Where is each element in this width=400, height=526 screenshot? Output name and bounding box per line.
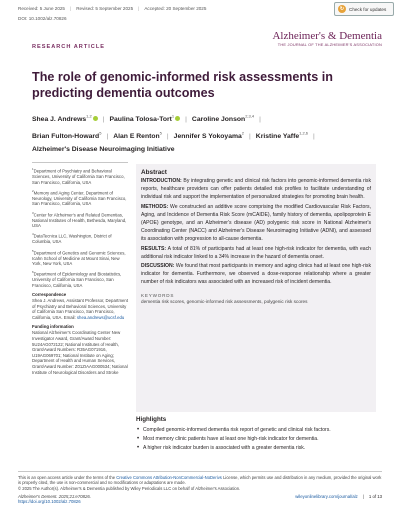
abstract-section-text: We found that most participants in memory and aging clinics had at least one high-risk indicator for dementia. Furthermore, we observed a dose-response relationship where a greater number of risk indicators was associated with an increased risk of incident dementia. (141, 263, 371, 286)
funding-text: National Alzheimer's Coordinating Center New Investigator Award, Grant/Award Number: 5U24AG072122; National Institutes of Health, Grant/Award Numbers: R35AG071916, U19AG069701; National Institute on Aging; Department of Health and Human Services, Grant/Award Number: Z01ZIAAG000534; National Institute of Neurological Disorders and Stroke (32, 330, 128, 375)
affiliation-text: Department of Psychiatry and Behavioral Sciences, University of California San Francisco, San Francisco, California, USA (32, 168, 125, 185)
author-affiliation-sup: 2,3,4 (245, 114, 255, 119)
author-affiliation-sup: 1,2 (86, 114, 92, 119)
author-separator: | (185, 116, 187, 124)
author-affiliation-sup: 2 (241, 130, 245, 136)
affiliation-item (32, 270, 128, 288)
author-name[interactable] (32, 130, 102, 140)
license-post: License, which permits use and distribution in any medium, provided the original work is properly cited, the use is non-commercial and no modifications or adaptations are made. (18, 475, 382, 486)
keywords: dementia risk scores, genomic-informed risk assessments, polygenic risk scores (141, 298, 308, 304)
refresh-icon: ↻ (339, 6, 345, 12)
author-name[interactable] (173, 130, 245, 140)
author-separator: | (102, 116, 105, 124)
copyright-text: © 2025 The Author(s). Alzheimer's & Dementia published by Wiley Periodicals LLC on behalf of Alzheimer's Association. (18, 485, 241, 491)
abstract-section-text: A total of 81% of participants had at least one high-risk indicator for dementia, with each additional risk indicator linked to a 34% increase in the hazard of dementia onset. (141, 245, 372, 260)
author-name[interactable] (109, 116, 180, 123)
funding-heading: Funding information (32, 324, 74, 330)
footer-divider: | (362, 494, 364, 499)
abstract-box (136, 164, 376, 412)
correspondence-email-link[interactable]: shea.andrews@ucsf.edu (76, 315, 125, 321)
page-footer (18, 494, 382, 505)
check-for-updates-label: Check for updates (349, 6, 387, 12)
journal-subtitle: THE JOURNAL OF THE ALZHEIMER'S ASSOCIATION (277, 42, 382, 47)
author-name-text: Alan E Renton (113, 132, 160, 140)
highlights-list (136, 426, 376, 453)
accepted-date: Accepted: 20 September 2025 (144, 6, 207, 11)
author-name-text: Brian Fulton-Howard (32, 132, 100, 140)
affiliation-list (32, 167, 128, 289)
page-number: 1 of 13 (368, 494, 382, 499)
abstract-section-label: DISCUSSION: (141, 263, 175, 270)
meta-divider: | (138, 6, 140, 11)
affiliation-text: Center for Alzheimer's and Related Dementias, National Institutes of Health, Bethesda, Maryland, USA (32, 212, 127, 229)
article-title: The role of genomic-informed risk assessments in predicting dementia outcomes (32, 70, 333, 100)
journal-name: Alzheimer's & Dementia (272, 30, 382, 42)
author-name-text: Kristine Yaffe (255, 132, 300, 140)
highlight-item: • Compiled genomic-informed dementia risk report of genetic and clinical risk factors. (136, 426, 376, 435)
affiliation-item (32, 167, 128, 185)
affiliation-number: 4 (32, 232, 34, 237)
author-name[interactable] (113, 130, 162, 140)
divider (32, 162, 128, 163)
author-name-text: Alzheimer's Disease Neuroimaging Initiative (32, 145, 175, 153)
doi-label: DOI: 10.1002/alz.70826 (18, 16, 67, 21)
abstract-section-label: METHODS: (141, 203, 169, 210)
author-name-text: Caroline Jonson (191, 116, 246, 124)
author-name[interactable] (32, 146, 175, 153)
correspondence-heading: Correspondence (32, 292, 67, 298)
author-name-text: Jennifer S Yokoyama (173, 132, 242, 140)
affiliation-number: 1 (32, 167, 34, 171)
abstract-paragraph (141, 262, 371, 287)
author-separator: | (313, 132, 315, 140)
affiliation-number: 6 (32, 270, 34, 275)
affiliation-text: Department of Genetics and Genomic Sciences, Icahn School of Medicine at Mount Sinai, New York, New York, USA (32, 250, 126, 267)
license-notice (18, 471, 382, 491)
author-separator: | (166, 132, 169, 140)
affiliation-item (32, 211, 128, 229)
affiliation-number: 3 (32, 210, 34, 215)
license-pre: This is an open access article under the terms of the (18, 475, 116, 480)
author-name[interactable] (255, 130, 309, 140)
abstract-section-text: By integrating genetic and clinical risk factors into genomic-informed dementia risk reports, healthcare providers can offer patients detailed risk profiles to facilitate understanding of individual risk and support the implementation of personalized strategies for promoting brain health. (141, 178, 371, 201)
orcid-icon[interactable] (175, 116, 180, 121)
highlight-item: • Most memory clinic patients have at least one high-risk indicator for dementia. (136, 435, 376, 444)
abstract-heading: Abstract (141, 169, 167, 176)
abstract-paragraph (141, 203, 371, 244)
affiliation-text: DataTecnica LLC, Washington, District of Columbia, USA (32, 233, 112, 245)
check-for-updates-button[interactable] (334, 2, 394, 16)
article-type: RESEARCH ARTICLE (32, 44, 105, 50)
orcid-icon[interactable] (93, 116, 98, 121)
received-date: Received: 5 June 2025 (18, 6, 65, 11)
journal-reference: Alzheimer's Dement. 2025;21:e70826. (18, 494, 91, 499)
abstract-paragraph (141, 177, 371, 202)
author-affiliation-sup: 1 (171, 114, 175, 119)
abstract-sections (141, 177, 371, 287)
doi-link[interactable]: https://doi.org/10.1002/alz.70826 (18, 499, 81, 505)
highlights-section (136, 416, 376, 453)
license-link[interactable]: Creative Commons Attribution-NonCommercial-NoDerivs (116, 475, 222, 480)
journal-logo (272, 30, 382, 47)
keywords-heading: KEYWORDS (141, 292, 175, 298)
footer-right (295, 494, 382, 499)
highlights-heading: Highlights (136, 416, 167, 423)
author-affiliation-sup: 5 (159, 130, 162, 136)
revised-date: Revised: 5 September 2025 (76, 6, 134, 11)
abstract-paragraph (141, 245, 371, 261)
author-name[interactable] (192, 116, 254, 123)
author-separator: | (249, 132, 251, 140)
meta-divider: | (70, 6, 72, 11)
author-name-text: Paulina Tolosa-Tort (109, 116, 172, 124)
abstract-section-label: RESULTS: (141, 245, 167, 252)
highlight-item: • A higher risk indicator burden is associated with a greater dementia risk. (136, 444, 376, 453)
affiliation-number: 5 (32, 248, 34, 253)
affiliation-item (32, 232, 128, 245)
author-name[interactable] (32, 116, 98, 123)
author-separator: | (106, 132, 109, 140)
author-affiliation-sup: 1,2,6 (299, 130, 309, 136)
correspondence (32, 292, 128, 320)
affiliations-column (32, 167, 128, 379)
received-dates (18, 6, 206, 11)
funding (32, 324, 128, 375)
author-separator: | (259, 116, 261, 124)
author-affiliation-sup: 5 (99, 130, 102, 136)
abstract-section-text: We constructed an additive score comprising the modified Cardiovascular Risk Factors, Aging, and Incidence of Dementia Risk Score (mCAIDE), family history of dementia, apolipoprotein E (APOE) genotype, and an Alzheimer's disease (AD) polygenic risk score in National Alzheimer's Coordinating Center (NACC) and Alzheimer's Disease Neuroimaging Initiative (ADNI), and assessed its association with progression to all-cause dementia. (141, 203, 371, 243)
affiliation-text: Memory and Aging Center, Department of Neurology, University of California San Francisco, San Francisco, California, USA (32, 190, 127, 207)
correspondence-text: Shea J. Andrews, Assistant Professor, Department of Psychiatry and Behavioral Sciences, University of California San Francisco, San Francisco, California, USA. Email: (32, 298, 129, 321)
affiliation-number: 2 (32, 188, 34, 193)
author-list (32, 110, 377, 156)
author-name-text: Shea J. Andrews (32, 116, 87, 124)
affiliation-text: Department of Epidemiology and Biostatistics, University of California San Francisco, San Francisco, California, USA (32, 271, 122, 288)
affiliation-item (32, 189, 128, 207)
journal-site-link[interactable]: wileyonlinelibrary.com/journal/alz (295, 494, 358, 499)
abstract-section-label: INTRODUCTION: (141, 178, 182, 184)
affiliation-item (32, 249, 128, 267)
